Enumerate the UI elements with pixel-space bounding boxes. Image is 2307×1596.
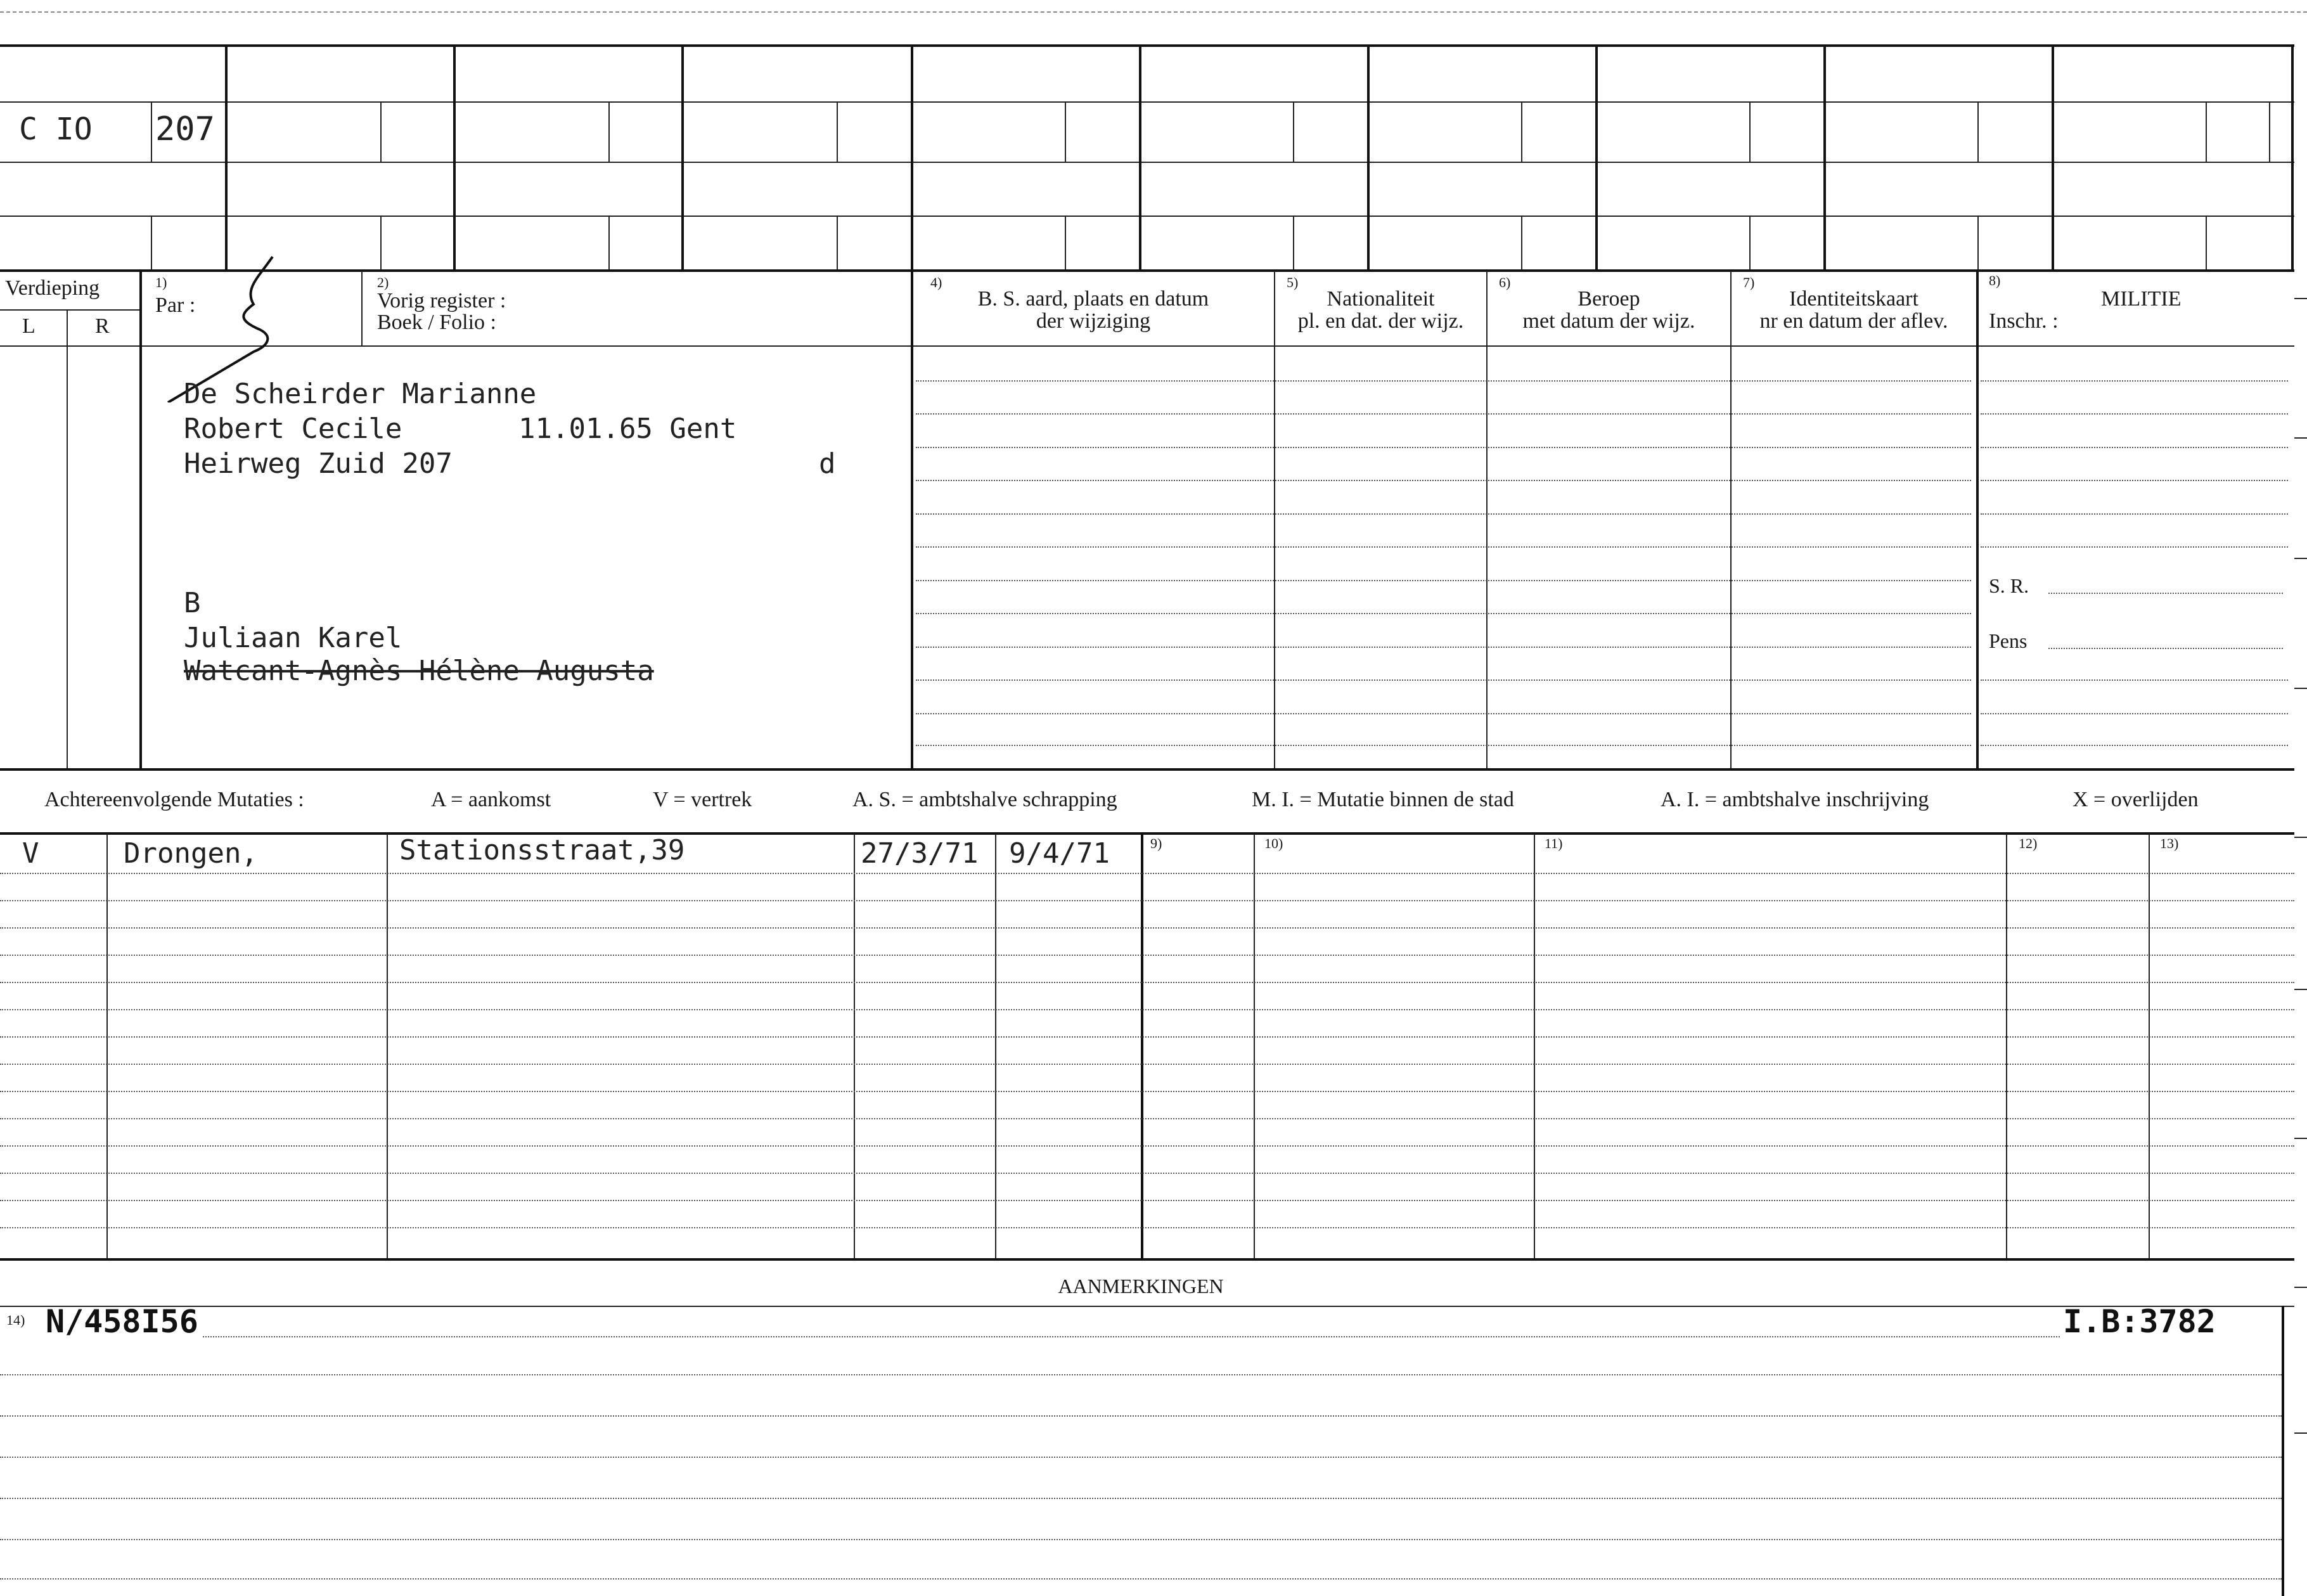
sr-label: S. R.: [1989, 574, 2029, 597]
identiteitskaart-header-line2: nr en datum der aflev.: [1759, 309, 1948, 333]
note-2: 2): [377, 274, 389, 290]
person-mother: Watcant-Agnès Hélène Augusta: [184, 655, 654, 687]
nationaliteit-header-line1: Nationaliteit: [1327, 287, 1435, 311]
register-number: 207: [155, 110, 215, 148]
legend-ambtshalve-inschrijving: A. I. = ambtshalve inschrijving: [1661, 788, 1929, 811]
militie-label: MILITIE: [2101, 287, 2182, 311]
remarks-title: AANMERKINGEN: [1058, 1275, 1224, 1297]
mut-note-11: 11): [1545, 835, 1563, 851]
boek-folio-label: Boek / Folio :: [377, 311, 496, 334]
beroep-header-line1: Beroep: [1578, 287, 1640, 311]
mut-note-12: 12): [2019, 835, 2038, 851]
person-line-1: De Scheirder Marianne: [184, 378, 537, 410]
person-birth: 11.01.65 Gent: [518, 413, 737, 445]
legend-vertrek: V = vertrek: [653, 788, 752, 811]
mut-note-13: 13): [2160, 835, 2179, 851]
pens-label: Pens: [1989, 629, 2027, 652]
remarks-note-14: 14): [6, 1312, 25, 1328]
register-code: C IO: [19, 112, 93, 147]
verdieping-label: Verdieping: [5, 276, 100, 300]
person-address: Heirweg Zuid 207: [184, 447, 453, 480]
mutation-date-1: 27/3/71: [861, 837, 979, 870]
note-1: 1): [155, 274, 167, 290]
mut-note-9: 9): [1150, 835, 1162, 851]
status-mark: d: [819, 447, 836, 480]
person-father: Juliaan Karel: [184, 622, 402, 654]
nationaliteit-header-line2: pl. en dat. der wijz.: [1297, 309, 1464, 333]
bs-header-line1: B. S. aard, plaats en datum: [977, 287, 1209, 311]
inschr-label: Inschr. :: [1989, 309, 2059, 333]
beroep-header-line2: met datum der wijz.: [1522, 309, 1695, 333]
remarks-reference: N/458I56: [46, 1303, 198, 1340]
mutations-title: Achtereenvolgende Mutaties :: [44, 788, 304, 811]
legend-aankomst: A = aankomst: [431, 788, 551, 811]
note-8: 8): [1989, 273, 2001, 288]
person-line-4: B: [184, 587, 201, 619]
note-4: 4): [930, 274, 942, 290]
bs-header-line2: der wijziging: [1036, 309, 1151, 333]
mutation-street: Stationsstraat,39: [399, 834, 685, 866]
note-5: 5): [1287, 274, 1299, 290]
mutation-place: Drongen,: [124, 837, 258, 870]
note-6: 6): [1499, 274, 1511, 290]
mutation-date-2: 9/4/71: [1009, 837, 1110, 870]
person-name: Robert Cecile: [184, 413, 402, 445]
note-7: 7): [1743, 274, 1755, 290]
par-label: Par :: [155, 293, 196, 317]
mutation-type: V: [22, 837, 39, 870]
legend-mutatie-binnen-stad: M. I. = Mutatie binnen de stad: [1252, 788, 1514, 811]
legend-overlijden: X = overlijden: [2072, 788, 2199, 811]
legend-ambtshalve-schrapping: A. S. = ambtshalve schrapping: [852, 788, 1117, 811]
identiteitskaart-header-line1: Identiteitskaart: [1789, 287, 1918, 311]
right-label: R: [95, 314, 110, 338]
vorig-register-label: Vorig register :: [377, 289, 506, 312]
remarks-ib-number: I.B:3782: [2063, 1303, 2216, 1340]
mut-note-10: 10): [1264, 835, 1283, 851]
left-label: L: [22, 314, 35, 338]
